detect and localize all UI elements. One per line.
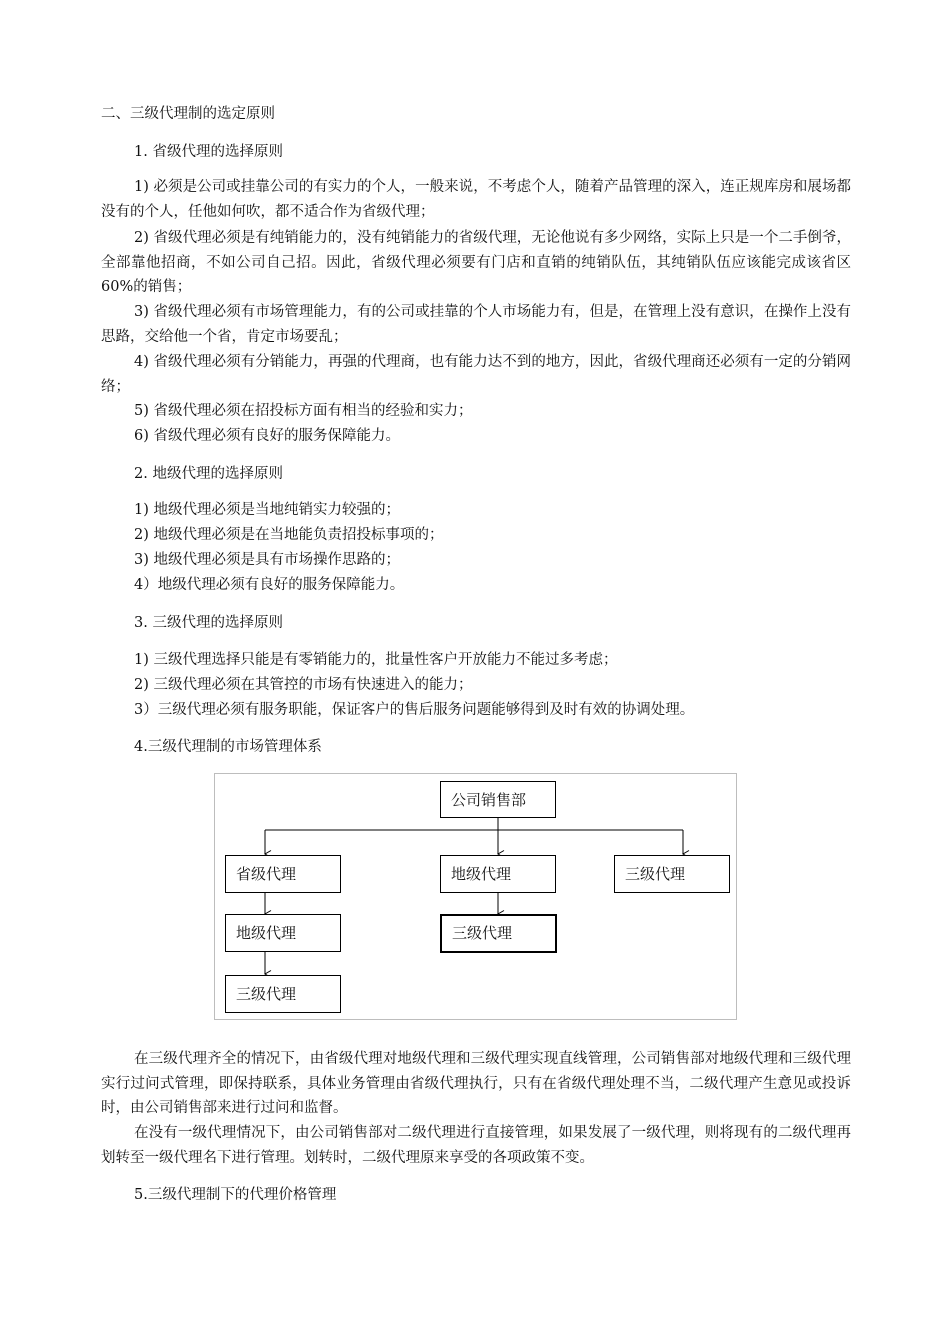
province-item-2: 2) 省级代理必须是有纯销能力的，没有纯销能力的省级代理，无论他说有多少网络，实际上只是一个二手倒爷，全部靠他招商，不如公司自己招。因此，省级代理必须要有门店和直销的纯销队伍，其纯销队伍应该能完成该省区 60%的销售； bbox=[101, 230, 851, 295]
sales-department-box: 公司销售部 bbox=[440, 781, 556, 818]
prefecture-item-3: 3) 地级代理必须是具有市场操作思路的； bbox=[134, 552, 400, 568]
management-system-heading: 4.三级代理制的市场管理体系 bbox=[134, 739, 322, 755]
prefecture-principles-heading: 2. 地级代理的选择原则 bbox=[134, 466, 283, 482]
org-chart bbox=[214, 773, 737, 1020]
province-item-1: 1) 必须是公司或挂靠公司的有实力的个人，一般来说，不考虑个人，随着产品管理的深入，连正规库房和展场都没有的个人，任他如何吹，都不适合作为省级代理； bbox=[101, 179, 851, 220]
tertiary-agent-box: 三级代理 bbox=[225, 975, 341, 1013]
section-title: 二、三级代理制的选定原则 bbox=[101, 106, 275, 122]
province-agent-box: 省级代理 bbox=[225, 855, 341, 893]
prefecture-item-2: 2) 地级代理必须是在当地能负责招投标事项的； bbox=[134, 527, 444, 543]
tertiary-item-1: 1) 三级代理选择只能是有零销能力的，批量性客户开放能力不能过多考虑； bbox=[134, 652, 618, 668]
prefecture-agent-box: 地级代理 bbox=[440, 855, 556, 893]
prefecture-agent-box: 地级代理 bbox=[225, 914, 341, 952]
tertiary-agent-box: 三级代理 bbox=[440, 914, 557, 953]
tertiary-item-3: 3）三级代理必须有服务职能，保证客户的售后服务问题能够得到及时有效的协调处理。 bbox=[134, 702, 695, 718]
province-item-4: 4) 省级代理必须有分销能力，再强的代理商，也有能力达不到的地方，因此，省级代理商还必须有一定的分销网络； bbox=[101, 354, 851, 395]
prefecture-item-1: 1) 地级代理必须是当地纯销实力较强的； bbox=[134, 502, 400, 518]
province-item-3: 3) 省级代理必须有市场管理能力，有的公司或挂靠的个人市场能力有，但是，在管理上没有意识，在操作上没有思路，交给他一个省，肯定市场要乱； bbox=[101, 304, 851, 345]
price-management-heading: 5.三级代理制下的代理价格管理 bbox=[134, 1187, 337, 1203]
province-principles-heading: 1. 省级代理的选择原则 bbox=[134, 144, 283, 160]
province-item-5: 5) 省级代理必须在招投标方面有相当的经验和实力； bbox=[134, 403, 473, 419]
management-paragraph-1: 在三级代理齐全的情况下，由省级代理对地级代理和三级代理实现直线管理，公司销售部对地级代理和三级代理实行过问式管理，即保持联系，具体业务管理由省级代理执行，只有在省级代理处理不当，二级代理产生意见或投诉时，由公司销售部来进行过问和监督。 bbox=[101, 1051, 851, 1116]
province-item-6: 6) 省级代理必须有良好的服务保障能力。 bbox=[134, 428, 400, 444]
tertiary-principles-heading: 3. 三级代理的选择原则 bbox=[134, 615, 283, 631]
tertiary-agent-box: 三级代理 bbox=[614, 855, 730, 893]
management-paragraph-2: 在没有一级代理情况下，由公司销售部对二级代理进行直接管理，如果发展了一级代理，则将现有的二级代理再划转至一级代理名下进行管理。划转时，二级代理原来享受的各项政策不变。 bbox=[101, 1125, 851, 1166]
tertiary-item-2: 2) 三级代理必须在其管控的市场有快速进入的能力； bbox=[134, 677, 473, 693]
prefecture-item-4: 4）地级代理必须有良好的服务保障能力。 bbox=[134, 577, 405, 593]
